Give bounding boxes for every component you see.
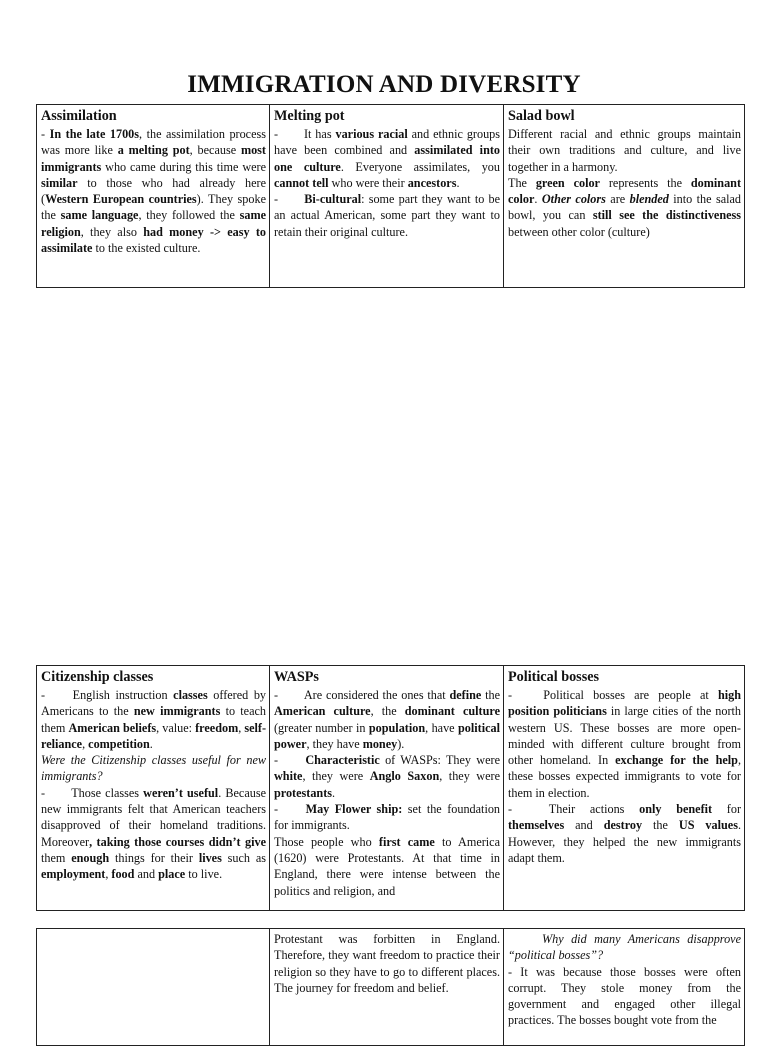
text-run: : some part they want to be an actual American, some part they want to retain their original culture. xyxy=(274,192,501,239)
text-run: , have xyxy=(425,720,459,735)
citizenship-question xyxy=(41,752,266,785)
text-run: the xyxy=(642,818,679,833)
text-run: . However, they helped the new immigrants adapt them. xyxy=(508,818,741,865)
page-title: IMMIGRATION AND DIVERSITY xyxy=(187,71,581,98)
text-run: freedom xyxy=(195,720,239,735)
text-run: It has xyxy=(303,127,336,141)
text-run: a melting pot xyxy=(117,143,190,158)
text-run: Were the Citizenship classes useful for new immigrants? xyxy=(41,753,266,784)
text-run: green color xyxy=(535,175,600,190)
political-bosses-text-2 xyxy=(508,801,741,866)
text-run: had money -> easy to assimilate xyxy=(41,224,266,256)
text-run: - xyxy=(274,127,282,141)
text-run: - xyxy=(41,785,50,800)
text-run: American culture xyxy=(274,704,371,719)
text-run: , value: xyxy=(156,720,196,735)
text-run: The xyxy=(508,175,536,190)
text-run: Western European countries xyxy=(45,192,197,207)
melting-pot-text-1 xyxy=(274,126,500,191)
text-run: self-reliance xyxy=(41,720,266,751)
citizenship-text-1 xyxy=(41,687,266,752)
text-run: who were their xyxy=(328,175,408,190)
text-run: blended xyxy=(629,192,669,207)
text-run: English instruction xyxy=(72,688,174,702)
text-run: Those people who xyxy=(274,834,379,849)
text-run: Bi-cultural xyxy=(304,192,362,207)
text-run: who came during this time were xyxy=(101,159,266,174)
wasps-heading: WASPs xyxy=(274,669,319,685)
protestant-text: Protestant was forbitten in England. Therefore, they want freedom to practice their religion so they have to go to different places. The journey for freedom and belief. xyxy=(274,932,500,995)
text-run: , they were xyxy=(439,769,500,784)
text-run: , they have xyxy=(306,736,363,751)
salad-bowl-text-2 xyxy=(508,175,741,240)
text-run: - xyxy=(274,688,282,702)
text-run: for xyxy=(712,802,742,817)
text-run: same religion xyxy=(41,208,267,239)
text-run: them xyxy=(41,850,72,865)
political-bosses-text-1 xyxy=(508,687,741,801)
text-run: ). They spoke the xyxy=(41,192,266,223)
text-run: and xyxy=(564,818,604,833)
text-run: . xyxy=(534,192,542,207)
text-run: dominant color xyxy=(508,175,742,207)
bosses-question-cell xyxy=(504,929,745,1046)
text-run: - xyxy=(508,802,527,817)
text-run: assimilated into one culture xyxy=(274,143,500,174)
citizenship-text-2 xyxy=(41,785,266,883)
text-run: , the xyxy=(370,704,405,719)
bosses-question: Why did many Americans disapprove “political bosses”? xyxy=(508,932,741,963)
text-run: population xyxy=(368,720,426,735)
text-run: into the salad bowl, you can xyxy=(508,192,742,223)
text-run: (greater number in xyxy=(274,720,369,735)
text-run: exchange for the help xyxy=(615,753,738,768)
text-run: first came xyxy=(378,834,435,849)
text-run: ancestors xyxy=(407,175,457,190)
text-run: to teach them xyxy=(41,704,266,735)
text-run: - xyxy=(274,753,284,768)
text-run: , xyxy=(238,720,245,735)
assimilation-text xyxy=(41,126,266,256)
text-run: - xyxy=(41,688,51,702)
text-run: - xyxy=(274,192,283,207)
text-run: . xyxy=(332,785,336,800)
text-run: Political bosses are people at xyxy=(543,688,718,702)
text-run: , these bosses expected immigrants to vote for them in election. xyxy=(508,753,741,800)
text-run: the xyxy=(481,688,500,702)
text-run: , xyxy=(82,736,89,751)
text-run: and xyxy=(134,867,159,882)
text-run: of WASPs: They were xyxy=(379,753,500,768)
empty-cell xyxy=(37,929,270,1046)
continuation-table xyxy=(36,928,745,1046)
text-run: cannot tell xyxy=(274,175,329,190)
text-run: Anglo Saxon xyxy=(369,769,440,784)
text-run: things for their xyxy=(109,850,199,865)
text-run: , because xyxy=(189,143,241,158)
text-run: most immigrants xyxy=(41,143,266,174)
text-run: high position politicians xyxy=(508,688,742,719)
text-run: dominant culture xyxy=(404,704,500,719)
text-run: May Flower ship: xyxy=(305,802,403,817)
text-run: between other color (culture) xyxy=(508,224,650,239)
text-run: employment xyxy=(41,867,106,882)
text-run: food xyxy=(111,867,135,882)
text-run: to the existed culture. xyxy=(92,241,201,256)
text-run: . xyxy=(149,736,153,751)
text-run: , they followed the xyxy=(138,208,240,223)
salad-bowl-cell xyxy=(504,105,745,288)
wasps-text-2 xyxy=(274,752,500,801)
text-run: enough xyxy=(71,850,110,865)
text-run: money xyxy=(362,736,398,751)
text-run: set the foundation for immigrants. xyxy=(274,802,501,833)
text-run: and ethnic groups have been combined and xyxy=(274,127,500,158)
text-run: to those who had already here ( xyxy=(41,175,266,207)
protestant-cell xyxy=(270,929,504,1046)
text-run: such as xyxy=(221,850,266,865)
text-run: - xyxy=(508,688,522,702)
text-run: various racial xyxy=(335,127,408,141)
text-run: themselves xyxy=(508,818,565,833)
text-run: destroy xyxy=(603,818,643,833)
text-run: lives xyxy=(198,850,222,865)
wasps-text-1 xyxy=(274,687,500,752)
text-run: political power xyxy=(274,720,500,751)
groups-table xyxy=(36,665,745,911)
political-bosses-heading: Political bosses xyxy=(508,669,600,685)
text-run: to America (1620) were Protestants. At that time in England, there were intense between the politics and religion, and xyxy=(274,834,501,898)
text-run: , they were xyxy=(302,769,370,784)
citizenship-heading: Citizenship classes xyxy=(41,669,154,685)
text-run: to live. xyxy=(185,867,223,882)
assimilation-cell xyxy=(37,105,270,288)
melting-pot-cell xyxy=(270,105,504,288)
text-run: Different racial and ethnic groups maintain their own traditions and culture, and live together in a harmony. xyxy=(508,127,741,174)
text-run: ). xyxy=(397,736,405,751)
text-run: Characteristic xyxy=(305,753,380,768)
text-run: weren’t useful xyxy=(143,785,219,800)
text-run: place xyxy=(158,867,186,882)
concepts-table xyxy=(36,104,745,288)
text-run: represents the xyxy=(599,175,691,190)
melting-pot-heading: Melting pot xyxy=(274,108,345,124)
text-run: , they also xyxy=(80,224,144,239)
text-run: , taking those courses didn’t give xyxy=(89,834,266,849)
text-run: only benefit xyxy=(639,802,713,817)
text-run: Are considered the ones that xyxy=(303,688,450,702)
text-run: white xyxy=(274,769,303,784)
citizenship-cell xyxy=(37,666,270,911)
text-run: similar xyxy=(41,175,78,190)
salad-bowl-heading: Salad bowl xyxy=(508,108,575,124)
text-run: American beliefs xyxy=(68,720,157,735)
text-run: in large cities of the north western US. These bosses are more open-minded with different culture brought from other homeland. In xyxy=(508,704,741,768)
text-run: Other colors xyxy=(541,192,606,207)
text-run: , xyxy=(105,867,112,882)
text-run: Their actions xyxy=(548,802,640,817)
text-run: - xyxy=(274,802,284,817)
text-run: . xyxy=(456,175,460,190)
text-run: In the late 1700s xyxy=(49,127,140,141)
text-run: competition xyxy=(88,736,150,751)
text-run: , the assimilation process was more like xyxy=(41,127,266,158)
text-run: offered by Americans to the xyxy=(41,688,267,719)
salad-bowl-text-1 xyxy=(508,126,741,175)
political-bosses-cell xyxy=(504,666,745,911)
melting-pot-text-2 xyxy=(274,191,500,240)
text-run: still see the distinctiveness xyxy=(592,208,741,223)
text-run: new immigrants xyxy=(133,704,221,719)
bosses-answer: - It was because those bosses were often corrupt. They stole money from the government and engaged other illegal practices. The bosses bought vote from the xyxy=(508,964,741,1028)
text-run: US values xyxy=(678,818,738,833)
text-run: - xyxy=(41,127,50,141)
text-run: . Everyone assimilates, you xyxy=(340,159,500,174)
text-run: protestants xyxy=(274,785,333,800)
wasps-text-4 xyxy=(274,834,500,899)
text-run: same language xyxy=(60,208,139,223)
wasps-cell xyxy=(270,666,504,911)
text-run: Those classes xyxy=(71,785,144,800)
assimilation-heading: Assimilation xyxy=(41,108,117,124)
text-run: are xyxy=(605,192,630,207)
text-run: . Because new immigrants felt that American teachers disapproved of their homeland traditions. Moreover xyxy=(41,785,266,849)
text-run: define xyxy=(449,688,482,702)
text-run: classes xyxy=(173,688,208,702)
wasps-text-3 xyxy=(274,801,500,834)
